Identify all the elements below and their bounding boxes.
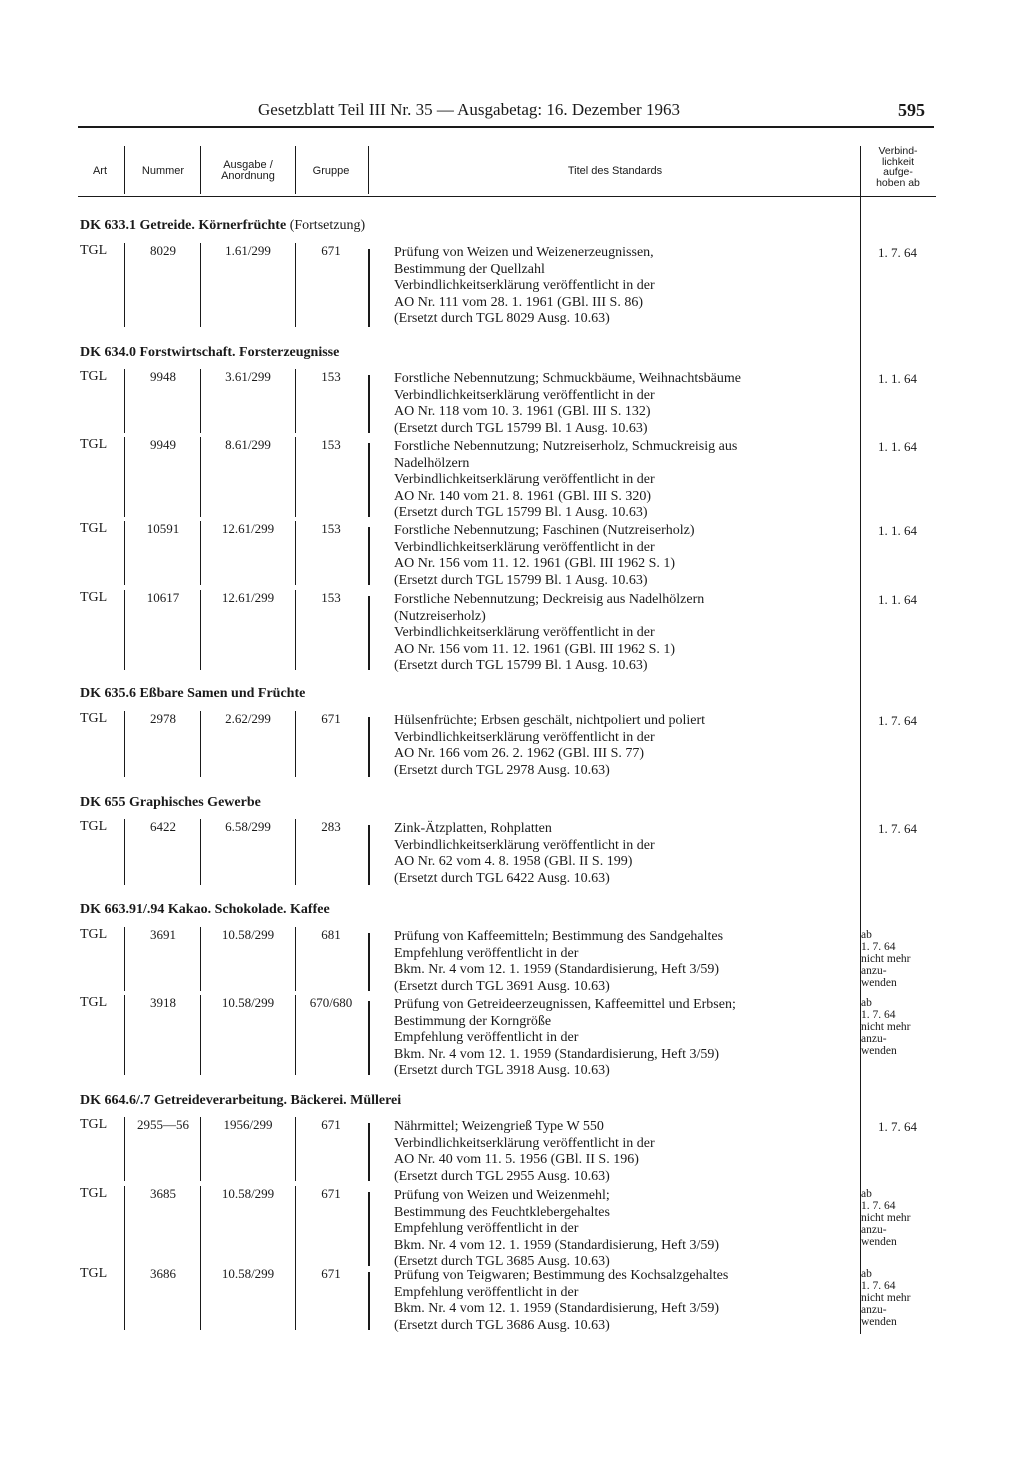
cell-titel — [394, 523, 856, 589]
titel-line: Verbindlichkeitserklärung veröffentlicht in der — [394, 539, 655, 555]
cell-nummer: 3691 — [150, 927, 176, 942]
verb-line: 1. 7. 64 — [861, 1280, 896, 1292]
cell-verbindlichkeit — [878, 713, 917, 730]
section-code: DK 663.91/.94 — [80, 902, 165, 917]
cell-verbindlichkeit — [878, 245, 917, 262]
row-col-divider — [124, 711, 125, 777]
row-col-divider — [124, 1186, 125, 1266]
titel-line: Bkm. Nr. 4 vom 12. 1. 1959 (Standardisierung, Heft 3/59) — [394, 1237, 720, 1253]
col-header-verb-line: lichkeit — [881, 155, 915, 168]
cell-verbindlichkeit — [878, 1119, 917, 1136]
verb-line: wenden — [861, 1316, 897, 1328]
cell-nummer: 2955—56 — [137, 1117, 189, 1132]
cell-ausgabe: 10.58/299 — [221, 1266, 275, 1281]
titel-line: Empfehlung veröffentlicht in der — [394, 1284, 579, 1300]
row-col-divider — [200, 995, 201, 1075]
cell-gruppe: 153 — [321, 521, 341, 536]
cell-nummer: 6422 — [150, 819, 176, 834]
verb-line: anzu- — [861, 1304, 887, 1316]
row-col-divider — [124, 521, 125, 585]
verb-line: 1. 7. 64 — [878, 713, 917, 728]
section-name: Graphisches Gewerbe — [129, 795, 261, 810]
verb-line: nicht mehr — [861, 1021, 911, 1033]
cell-verbindlichkeit — [878, 439, 917, 456]
titel-line: Verbindlichkeitserklärung veröffentlicht in der — [394, 729, 655, 745]
row-col-divider — [124, 1117, 125, 1181]
col-header-verb-line: hoben ab — [876, 176, 920, 189]
titel-line: AO Nr. 140 vom 21. 8. 1961 (GBl. III S. 320) — [394, 488, 652, 504]
section-name: Eßbare Samen und Früchte — [139, 686, 306, 701]
titel-line: (Nutzreiserholz) — [394, 608, 486, 624]
titel-line: Prüfung von Teigwaren; Bestimmung des Kochsalzgehaltes — [394, 1268, 729, 1283]
cell-verbindlichkeit — [861, 1268, 911, 1328]
cell-titel — [394, 713, 856, 779]
titel-line: (Ersetzt durch TGL 3918 Ausg. 10.63) — [394, 1063, 610, 1078]
cell-titel — [394, 439, 856, 522]
titel-line: Bkm. Nr. 4 vom 12. 1. 1959 (Standardisierung, Heft 3/59) — [394, 962, 720, 977]
cell-art: TGL — [80, 369, 108, 384]
titel-line: (Ersetzt durch TGL 15799 Bl. 1 Ausg. 10.63) — [394, 572, 648, 588]
cell-verbindlichkeit — [878, 592, 917, 609]
titel-line: (Ersetzt durch TGL 3686 Ausg. 10.63) — [394, 1317, 610, 1333]
section-suffix: (Fortsetzung) — [289, 218, 366, 233]
col-header-verb-line: aufge- — [883, 166, 913, 178]
titel-line: Forstliche Nebennutzung; Faschinen (Nutzreiserholz) — [394, 523, 695, 538]
row-col-divider — [368, 443, 370, 517]
row-col-divider — [124, 819, 125, 885]
section-heading — [80, 795, 261, 811]
section-name: Kakao. Schokolade. Kaffee — [167, 902, 330, 917]
verb-line: anzu- — [861, 1224, 887, 1236]
col-divider — [295, 146, 296, 194]
row-col-divider — [200, 1266, 201, 1330]
cell-ausgabe: 1956/299 — [223, 1117, 273, 1132]
titel-line: Prüfung von Kaffeemitteln; Bestimmung des Sandgehaltes — [394, 929, 724, 944]
row-col-divider — [200, 1117, 201, 1181]
row-col-divider — [368, 1123, 370, 1181]
row-col-divider — [200, 927, 201, 991]
titel-line: AO Nr. 156 vom 11. 12. 1961 (GBl. III 1962 S. 1) — [394, 641, 676, 657]
verb-line: nicht mehr — [861, 1292, 911, 1304]
row-col-divider — [124, 590, 125, 670]
titel-line: (Ersetzt durch TGL 3685 Ausg. 10.63) — [394, 1254, 610, 1269]
titel-line: (Ersetzt durch TGL 3691 Ausg. 10.63) — [394, 978, 610, 994]
cell-titel — [394, 592, 856, 675]
cell-nummer: 9948 — [150, 369, 176, 384]
cell-gruppe: 671 — [321, 1266, 341, 1281]
titel-line: Forstliche Nebennutzung; Schmuckbäume, Weihnachtsbäume — [394, 371, 741, 386]
page-number: 595 — [898, 100, 925, 120]
row-col-divider — [200, 437, 201, 517]
verb-line: 1. 7. 64 — [861, 941, 896, 953]
titel-line: Forstliche Nebennutzung; Nutzreiserholz, Schmuckreisig aus — [394, 439, 738, 454]
titel-line: (Ersetzt durch TGL 15799 Bl. 1 Ausg. 10.63) — [394, 505, 648, 520]
titel-line: AO Nr. 62 vom 4. 8. 1958 (GBl. II S. 199) — [394, 854, 633, 869]
row-col-divider — [295, 437, 296, 517]
verb-line: ab — [861, 929, 872, 941]
titel-line: (Ersetzt durch TGL 2978 Ausg. 10.63) — [394, 762, 610, 778]
titel-line: AO Nr. 40 vom 11. 5. 1956 (GBl. II S. 196) — [394, 1152, 639, 1167]
row-col-divider — [368, 1192, 370, 1266]
cell-art: TGL — [80, 1266, 108, 1281]
cell-art: TGL — [80, 1117, 108, 1132]
verb-line: ab — [861, 997, 872, 1009]
row-col-divider — [295, 1186, 296, 1266]
cell-nummer: 8029 — [150, 243, 176, 258]
verb-line: 1. 1. 64 — [878, 523, 917, 538]
titel-line: Verbindlichkeitserklärung veröffentlicht in der — [394, 472, 655, 487]
cell-titel — [394, 1119, 856, 1185]
col-divider — [124, 146, 125, 194]
cell-ausgabe: 12.61/299 — [221, 521, 275, 536]
cell-nummer: 10617 — [146, 590, 180, 605]
cell-art: TGL — [80, 1186, 108, 1201]
cell-nummer: 3685 — [150, 1186, 176, 1201]
row-col-divider — [368, 717, 370, 777]
row-col-divider — [295, 995, 296, 1075]
verb-line: 1. 7. 64 — [861, 1200, 896, 1212]
cell-titel — [394, 1188, 856, 1271]
cell-gruppe: 153 — [321, 369, 341, 384]
verb-line: anzu- — [861, 965, 887, 977]
row-col-divider — [200, 590, 201, 670]
cell-titel — [394, 997, 856, 1080]
col-header-art: Art — [92, 165, 108, 177]
row-col-divider — [368, 375, 370, 433]
titel-line: Verbindlichkeitserklärung veröffentlicht in der — [394, 387, 655, 403]
verb-line: ab — [861, 1188, 872, 1200]
cell-titel — [394, 1268, 856, 1334]
row-col-divider — [368, 249, 370, 327]
verb-line: ab — [861, 1268, 872, 1280]
titel-line: Bestimmung der Korngröße — [394, 1013, 552, 1029]
col-header-verb-line: Verbind- — [878, 145, 918, 157]
cell-art: TGL — [80, 243, 108, 258]
verb-line: 1. 7. 64 — [861, 1009, 896, 1021]
row-col-divider — [295, 243, 296, 327]
cell-verbindlichkeit — [861, 1188, 911, 1248]
titel-line: Bestimmung der Quellzahl — [394, 261, 545, 277]
row-col-divider — [200, 1186, 201, 1266]
col-header-ausgabe-line: Anordnung — [221, 170, 275, 182]
cell-verbindlichkeit — [861, 929, 911, 989]
titel-line: Prüfung von Getreideerzeugnissen, Kaffeemittel und Erbsen; — [394, 997, 736, 1012]
titel-line: Verbindlichkeitserklärung veröffentlicht in der — [394, 1135, 655, 1151]
cell-ausgabe: 8.61/299 — [225, 437, 271, 452]
cell-verbindlichkeit — [878, 821, 917, 838]
row-col-divider — [295, 521, 296, 585]
cell-gruppe: 671 — [321, 243, 341, 258]
row-col-divider — [368, 825, 370, 885]
cell-titel — [394, 371, 856, 437]
cell-gruppe: 671 — [321, 1186, 341, 1201]
verb-line: 1. 1. 64 — [878, 592, 917, 607]
header-rule — [78, 126, 934, 128]
cell-titel — [394, 821, 856, 887]
row-col-divider — [124, 437, 125, 517]
cell-verbindlichkeit — [878, 371, 917, 388]
titel-line: Empfehlung veröffentlicht in der — [394, 1030, 579, 1045]
col-header-ausgabe — [203, 160, 293, 182]
cell-titel — [394, 245, 856, 328]
cell-gruppe: 153 — [321, 590, 341, 605]
cell-art: TGL — [80, 590, 108, 605]
titel-line: AO Nr. 118 vom 10. 3. 1961 (GBl. III S. 132) — [394, 404, 651, 419]
col-header-ausgabe-line: Ausgabe / — [223, 159, 273, 171]
titel-line: Zink-Ätzplatten, Rohplatten — [394, 821, 552, 836]
row-col-divider — [200, 369, 201, 433]
titel-line: Nährmittel; Weizengrieß Type W 550 — [394, 1119, 604, 1134]
cell-ausgabe: 12.61/299 — [221, 590, 275, 605]
cell-ausgabe: 2.62/299 — [225, 711, 271, 726]
row-col-divider — [368, 1001, 370, 1075]
col-header-titel: Titel des Standards — [567, 165, 663, 177]
section-code: DK 634.0 — [80, 345, 136, 360]
row-col-divider — [124, 995, 125, 1075]
col-divider — [368, 146, 369, 194]
row-col-divider — [368, 1272, 370, 1330]
row-col-divider — [295, 927, 296, 991]
titel-line: Hülsenfrüchte; Erbsen geschält, nichtpoliert und poliert — [394, 713, 706, 728]
row-col-divider — [295, 1117, 296, 1181]
cell-gruppe: 283 — [321, 819, 341, 834]
titel-line: Forstliche Nebennutzung; Deckreisig aus Nadelhölzern — [394, 592, 705, 607]
table-header-rule — [78, 196, 936, 197]
cell-art: TGL — [80, 995, 108, 1010]
cell-art: TGL — [80, 521, 108, 536]
row-col-divider — [124, 1266, 125, 1330]
row-col-divider — [368, 933, 370, 991]
cell-titel — [394, 929, 856, 995]
cell-ausgabe: 6.58/299 — [225, 819, 271, 834]
titel-line: AO Nr. 111 vom 28. 1. 1961 (GBl. III S. 86) — [394, 294, 644, 310]
titel-line: Verbindlichkeitserklärung veröffentlicht in der — [394, 625, 655, 640]
cell-nummer: 3686 — [150, 1266, 176, 1281]
titel-line: AO Nr. 166 vom 26. 2. 1962 (GBl. III S. 77) — [394, 746, 645, 761]
titel-line: (Ersetzt durch TGL 8029 Ausg. 10.63) — [394, 311, 610, 326]
col-header-verbindlichkeit — [862, 146, 934, 188]
cell-art: TGL — [80, 711, 108, 726]
cell-ausgabe: 1.61/299 — [225, 243, 271, 258]
page-header-title: Gesetzblatt Teil III Nr. 35 — Ausgabetag: 16. Dezember 1963 — [258, 100, 680, 119]
verb-line: 1. 1. 64 — [878, 371, 917, 386]
cell-nummer: 3918 — [150, 995, 176, 1010]
titel-line: Verbindlichkeitserklärung veröffentlicht in der — [394, 837, 655, 853]
section-name: Getreideverarbeitung. Bäckerei. Müllerei — [153, 1093, 402, 1108]
cell-art: TGL — [80, 927, 108, 942]
cell-gruppe: 153 — [321, 437, 341, 452]
cell-ausgabe: 3.61/299 — [225, 369, 271, 384]
row-col-divider — [295, 819, 296, 885]
row-col-divider — [200, 711, 201, 777]
row-col-divider — [200, 521, 201, 585]
section-name: Forstwirtschaft. Forsterzeugnisse — [139, 345, 340, 360]
row-col-divider — [200, 243, 201, 327]
section-heading — [80, 218, 365, 234]
titel-line: Verbindlichkeitserklärung veröffentlicht in der — [394, 278, 655, 293]
titel-line: Nadelhölzern — [394, 455, 470, 471]
row-col-divider — [368, 527, 370, 585]
row-col-divider — [295, 711, 296, 777]
cell-gruppe: 670/680 — [309, 995, 353, 1010]
verb-line: nicht mehr — [861, 953, 911, 965]
cell-nummer: 10591 — [146, 521, 180, 536]
row-col-divider — [295, 369, 296, 433]
verb-line: 1. 7. 64 — [878, 245, 917, 260]
cell-nummer: 9949 — [150, 437, 176, 452]
row-col-divider — [200, 819, 201, 885]
titel-line: Bkm. Nr. 4 vom 12. 1. 1959 (Standardisierung, Heft 3/59) — [394, 1046, 720, 1062]
verbindlichkeit-column-divider — [860, 146, 861, 1334]
section-code: DK 655 — [80, 795, 126, 810]
row-col-divider — [368, 596, 370, 670]
section-name: Getreide. Körnerfrüchte — [139, 218, 287, 233]
titel-line: (Ersetzt durch TGL 15799 Bl. 1 Ausg. 10.63) — [394, 658, 648, 673]
section-heading — [80, 345, 339, 361]
cell-gruppe: 671 — [321, 1117, 341, 1132]
section-heading — [80, 1093, 401, 1109]
titel-line: (Ersetzt durch TGL 15799 Bl. 1 Ausg. 10.63) — [394, 420, 648, 436]
titel-line: Empfehlung veröffentlicht in der — [394, 945, 579, 961]
verb-line: 1. 7. 64 — [878, 1119, 917, 1134]
titel-line: (Ersetzt durch TGL 2955 Ausg. 10.63) — [394, 1168, 610, 1184]
verb-line: wenden — [861, 1236, 897, 1248]
row-col-divider — [124, 243, 125, 327]
titel-line: Bkm. Nr. 4 vom 12. 1. 1959 (Standardisierung, Heft 3/59) — [394, 1301, 720, 1316]
verb-line: wenden — [861, 977, 897, 989]
verb-line: wenden — [861, 1045, 897, 1057]
col-divider — [200, 146, 201, 194]
section-code: DK 635.6 — [80, 686, 136, 701]
titel-line: Empfehlung veröffentlicht in der — [394, 1221, 579, 1236]
section-code: DK 664.6/.7 — [80, 1093, 151, 1108]
section-heading — [80, 686, 305, 702]
cell-gruppe: 681 — [321, 927, 341, 942]
section-heading — [80, 902, 330, 918]
col-header-nummer: Nummer — [141, 165, 185, 177]
verb-line: anzu- — [861, 1033, 887, 1045]
titel-line: Prüfung von Weizen und Weizenmehl; — [394, 1188, 610, 1203]
titel-line: Bestimmung des Feuchtklebergehaltes — [394, 1204, 610, 1220]
verb-line: 1. 7. 64 — [878, 821, 917, 836]
verb-line: nicht mehr — [861, 1212, 911, 1224]
titel-line: AO Nr. 156 vom 11. 12. 1961 (GBl. III 1962 S. 1) — [394, 556, 676, 571]
row-col-divider — [295, 1266, 296, 1330]
cell-art: TGL — [80, 437, 108, 452]
col-header-gruppe: Gruppe — [312, 165, 350, 177]
row-col-divider — [295, 590, 296, 670]
section-code: DK 633.1 — [80, 218, 136, 233]
cell-gruppe: 671 — [321, 711, 341, 726]
titel-line: (Ersetzt durch TGL 6422 Ausg. 10.63) — [394, 870, 610, 886]
cell-art: TGL — [80, 819, 108, 834]
cell-verbindlichkeit — [861, 997, 911, 1057]
cell-verbindlichkeit — [878, 523, 917, 540]
verb-line: 1. 1. 64 — [878, 439, 917, 454]
cell-ausgabe: 10.58/299 — [221, 995, 275, 1010]
cell-nummer: 2978 — [150, 711, 176, 726]
row-col-divider — [124, 927, 125, 991]
cell-ausgabe: 10.58/299 — [221, 927, 275, 942]
titel-line: Prüfung von Weizen und Weizenerzeugnissen, — [394, 245, 654, 260]
cell-ausgabe: 10.58/299 — [221, 1186, 275, 1201]
row-col-divider — [124, 369, 125, 433]
